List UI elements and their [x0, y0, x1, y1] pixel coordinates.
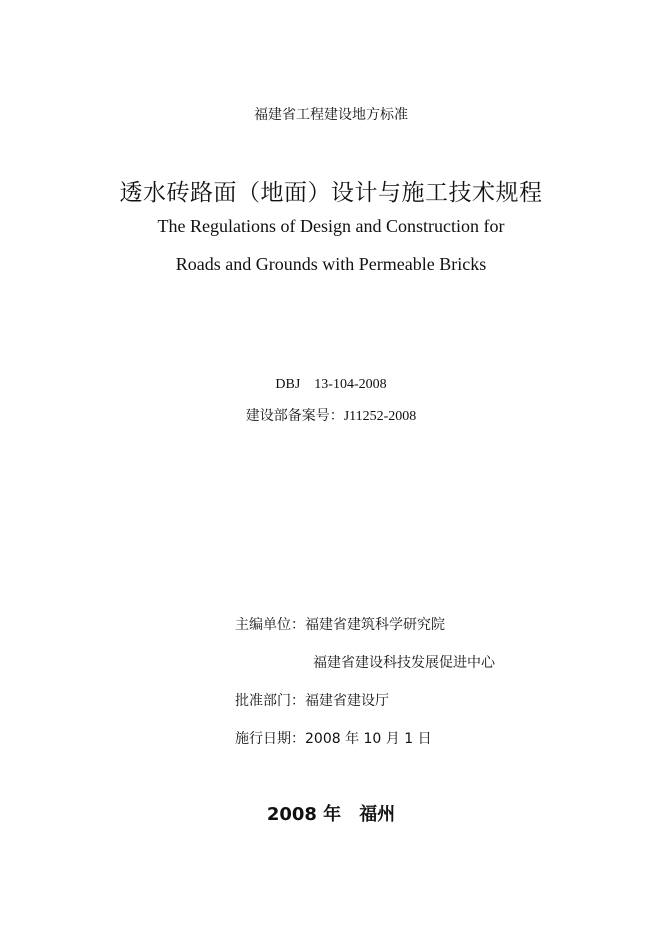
approval-department-value: 福建省建设厅	[305, 693, 389, 709]
chief-editor-label: 主编单位：	[235, 617, 305, 633]
effective-date-label: 施行日期：	[235, 731, 305, 747]
effective-date-row	[235, 728, 432, 748]
publication-footer	[0, 800, 662, 826]
standard-code-number: 13-104-2008	[314, 377, 387, 392]
record-number	[0, 405, 662, 425]
document-title-chinese: 透水砖路面（地面）设计与施工技术规程	[119, 180, 543, 206]
standard-code-prefix: DBJ	[275, 377, 301, 392]
publication-city: 福州	[359, 804, 396, 825]
standard-number	[0, 377, 662, 393]
chief-editor-value-2: 福建省建设科技发展促进中心	[313, 655, 495, 671]
effective-date-value: 2008 年 10 月 1 日	[305, 731, 432, 747]
record-number-label: 建设部备案号：	[245, 408, 344, 424]
approval-department-row	[235, 690, 389, 710]
approval-department-label: 批准部门：	[235, 693, 305, 709]
document-title-english-line-1: The Regulations of Design and Construction for	[157, 216, 505, 236]
record-number-value: J11252-2008	[343, 409, 417, 424]
standard-series-title: 福建省工程建设地方标准	[254, 107, 408, 123]
publication-year: 2008 年	[266, 804, 342, 825]
chief-editor-row	[235, 614, 445, 634]
chief-editor-value-1: 福建省建筑科学研究院	[305, 617, 445, 633]
document-title-english-line-2: Roads and Grounds with Permeable Bricks	[175, 254, 487, 274]
